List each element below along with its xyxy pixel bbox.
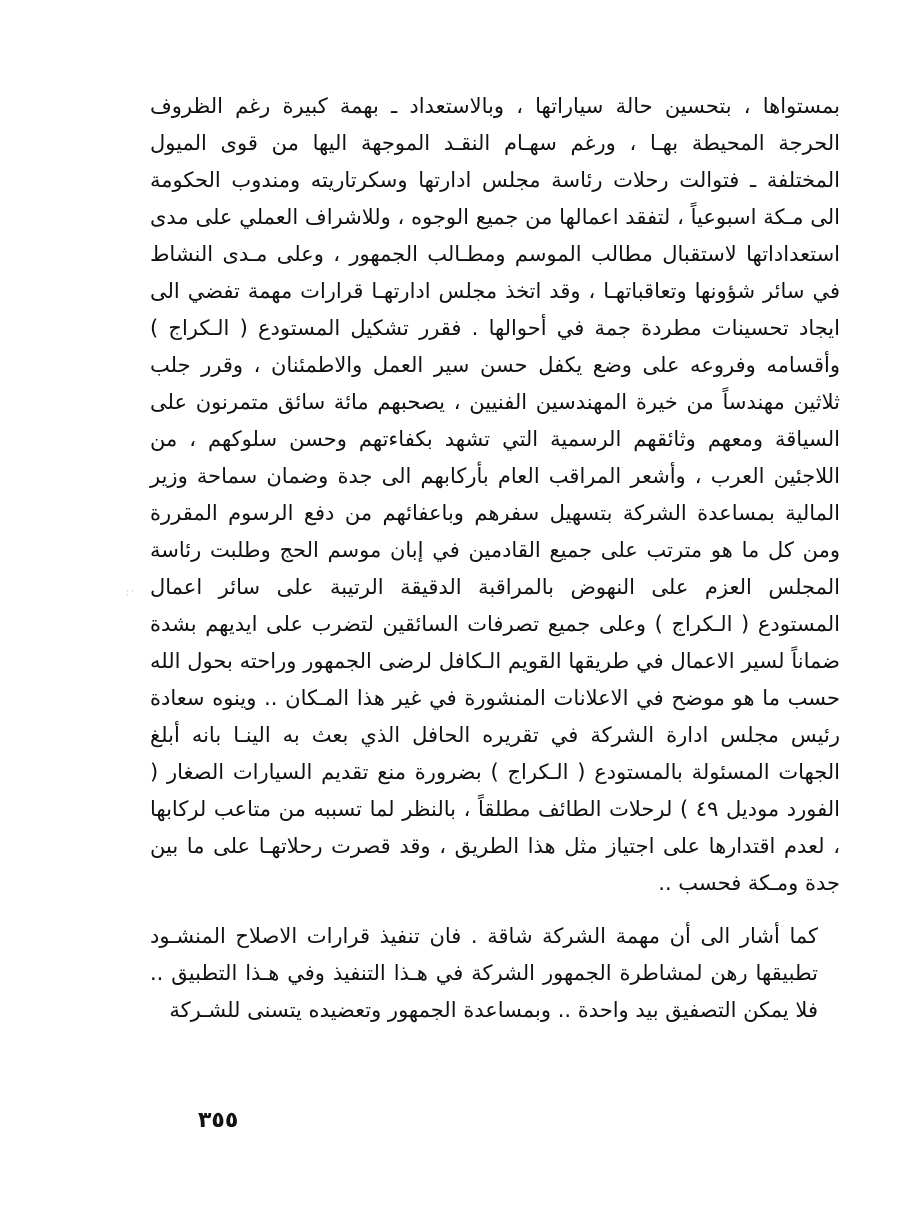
page-number: ٣٥٥ bbox=[198, 1108, 239, 1133]
scan-artifact: · · · bbox=[126, 587, 134, 600]
paragraph-2: كما أشار الى أن مهمة الشركة شاقة . فان تنفيذ قرارات الاصلاح المنشـود تطبيقها رهن لمشاطرة الجمهور الشركة في هـذا التنفيذ وفي هـذا التطبيق .. فلا يمكن التصفيق بيد واحدة .. وبمساعدة الجمهور وتعضيده يتسنى للشـركة bbox=[150, 924, 818, 1022]
paragraph-1: بمستواها ، بتحسين حالة سياراتها ، وبالاستعداد ـ بهمة كبيرة رغم الظروف الحرجة المحيطة بهـا ، ورغم سهـام النقـد الموجهة اليها من قوى الميول المختلفة ـ فتوالت رحلات رئاسة مجلس ادارتها وسكرتاريته ومندوب الحكومة الى مـكة اسبوعياً ، لتفقد اعمالها من جميع الوجوه ، وللاشراف العملي على مدى استعداداتها لاستقبال مطالب الموسم ومطـالب الجمهور ، وعلى مـدى النشاط في سائر شؤونها وتعاقباتهـا ، وقد اتخذ مجلس ادارتهـا قرارات مهمة تفضي الى ايجاد تحسينات مطردة جمة في أحوالها . فقرر تشكيل المستودع ( الـكراج ) وأقسامه وفروعه على وضع يكفل حسن سير العمل والاطمئنان ، وقرر جلب ثلاثين مهندساً من خيرة المهندسين الفنيين ، يصحبهم مائة سائق متمرنون على السياقة ومعهم وثائقهم الرسمية التي تشهد بكفاءتهم وحسن سلوكهم ، من اللاجئين العرب ، وأشعر المراقب العام بأركابهم الى جدة وضمان سماحة وزير المالية بمساعدة الشركة بتسهيل سفرهم وباعفائهم من دفع الرسوم المقررة ومن كل ما هو مترتب على جميع القادمين في إبان موسم الحج وطلبت رئاسة المجلس العزم على النهوض بالمراقبة الدقيقة الرتيبة على سائر اعمال المستودع ( الـكراج ) وعلى جميع تصرفات السائقين لتضرب على ايديهم بشدة ضماناً لسير الاعمال في طريقها القويم الـكافل لرضى الجمهور وراحته بحول الله حسب ما هو موضح في الاعلانات المنشورة في غير هذا المـكان .. وينوه سعادة رئيس مجلس ادارة الشركة في تقريره الحافل الذي بعث به الينـا بانه أبلغ الجهات المسئولة بالمستودع ( الـكراج ) بضرورة منع تقديم السيارات الصغار ( الفورد موديل ٤٩ ) لرحلات الطائف مطلقاً ، بالنظر لما تسببه من متاعب لركابها ، لعدم اقتدارها على اجتياز مثل هذا الطريق ، وقد قصرت رحلاتهـا على ما بين جدة ومـكة فحسب .. bbox=[150, 94, 840, 895]
body-text bbox=[150, 88, 840, 1029]
